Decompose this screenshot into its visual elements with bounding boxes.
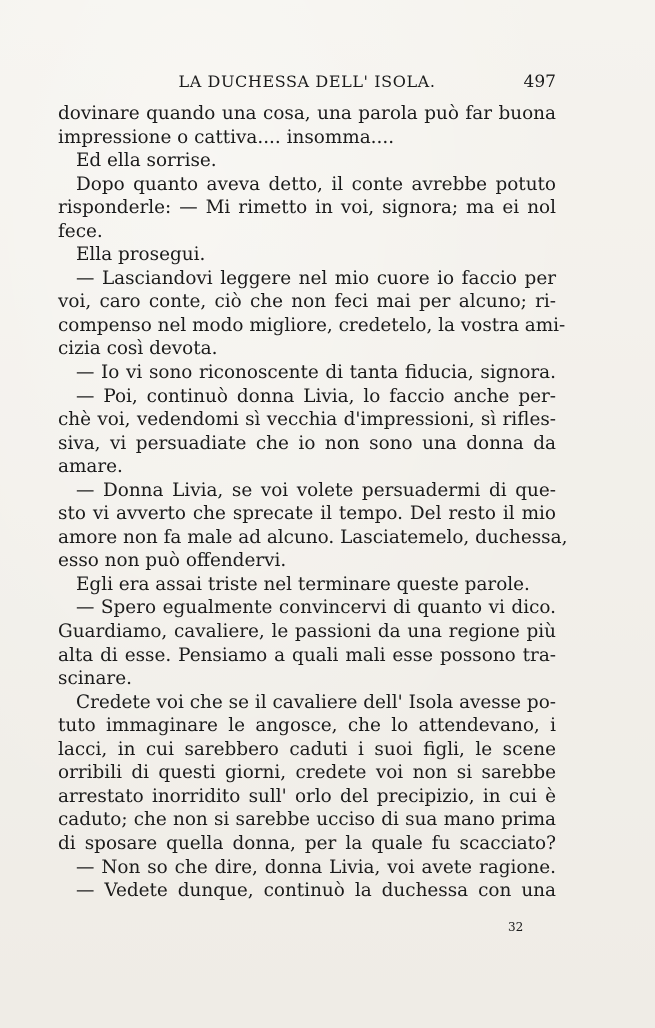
text-line: scinare.: [58, 668, 132, 690]
text-line: esso non può offendervi.: [58, 550, 287, 572]
page-number: 497: [523, 72, 556, 92]
text-line: caduto; che non si sarebbe ucciso di sua mano prima: [58, 809, 556, 831]
text-line: — Donna Livia, se voi volete persuadermi di que-: [76, 479, 556, 501]
text-line: Guardiamo, cavaliere, le passioni da una regione più: [58, 621, 556, 643]
text-line: di sposare quella donna, per la quale fu scacciato?: [58, 832, 556, 854]
text-line: fece.: [58, 220, 103, 242]
text-line: — Lasciandovi leggere nel mio cuore io faccio per: [76, 267, 556, 289]
text-line: tuto immaginare le angosce, che lo attendevano, i: [58, 715, 556, 737]
text-line: — Vedete dunque, continuò la duchessa con una: [76, 880, 556, 902]
text-line: orribili di questi giorni, credete voi non si sarebbe: [58, 762, 556, 784]
text-line: voi, caro conte, ciò che non feci mai per alcuno; ri-: [58, 291, 556, 313]
text-line: Ella prosegui.: [76, 244, 206, 266]
text-line: — Spero egualmente convincervi di quanto vi dico.: [76, 597, 556, 619]
running-title: LA DUCHESSA DELL' ISOLA.: [178, 72, 436, 91]
text-line: impressione o cattiva.... insomma....: [58, 126, 395, 148]
text-line: compenso nel modo migliore, credetelo, la vostra ami-: [58, 314, 566, 336]
text-line: sto vi avverto che sprecate il tempo. Del resto il mio: [58, 503, 556, 525]
text-line: Egli era assai triste nel terminare queste parole.: [76, 573, 530, 595]
text-line: cizia così devota.: [58, 338, 218, 360]
body-text: [58, 102, 568, 903]
text-line: Ed ella sorrise.: [76, 150, 217, 172]
text-line: Credete voi che se il cavaliere dell' Isola avesse po-: [76, 691, 556, 713]
text-line: — Poi, continuò donna Livia, lo faccio anche per-: [76, 385, 556, 407]
text-line: siva, vi persuadiate che io non sono una donna da: [58, 432, 556, 454]
page-header: [58, 72, 556, 94]
text-line: risponderle: — Mi rimetto in voi, signora; ma ei nol: [58, 197, 556, 219]
text-line: chè voi, vedendomi sì vecchia d'impressioni, sì rifles-: [58, 409, 556, 431]
text-line: amare.: [58, 456, 123, 478]
text-line: — Io vi sono riconoscente di tanta fiducia, signora.: [76, 362, 556, 384]
signature-mark: 32: [508, 920, 524, 934]
text-line: alta di esse. Pensiamo a quali mali esse possono tra-: [58, 644, 556, 666]
text-line: amore non fa male ad alcuno. Lasciatemelo, duchessa,: [58, 526, 568, 548]
text-line: Dopo quanto aveva detto, il conte avrebbe potuto: [76, 173, 556, 195]
text-line: dovinare quando una cosa, una parola può far buona: [58, 103, 556, 124]
text-line: arrestato inorridito sull' orlo del precipizio, in cui è: [58, 785, 556, 807]
text-line: — Non so che dire, donna Livia, voi avete ragione.: [76, 856, 556, 878]
text-line: lacci, in cui sarebbero caduti i suoi figli, le scene: [58, 738, 556, 760]
